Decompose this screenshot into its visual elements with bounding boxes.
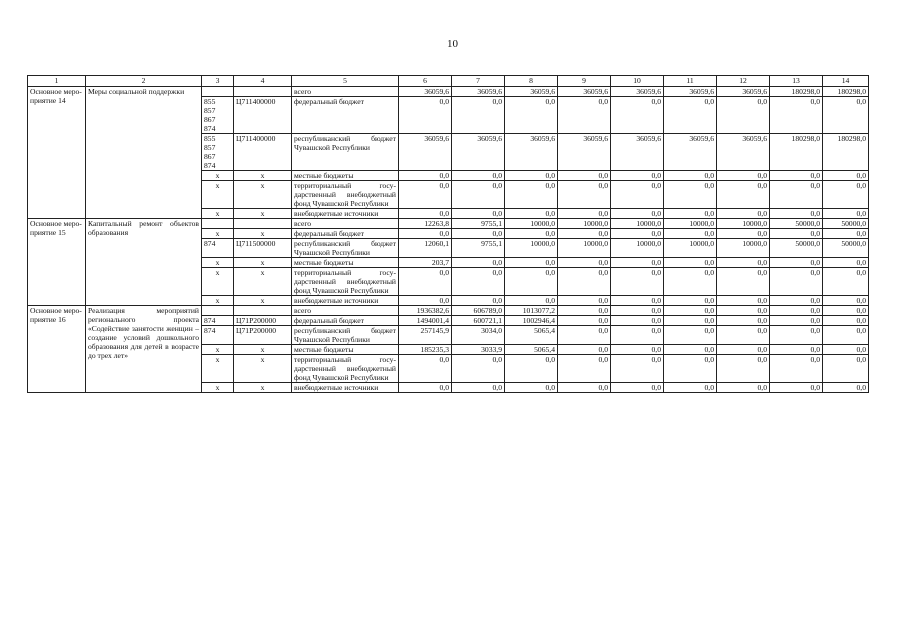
value-cell: 0,0 [664,181,717,209]
budget-code-cell: x [202,383,234,393]
value-cell: 0,0 [611,181,664,209]
budget-code-cell: x [202,258,234,268]
value-cell: 0,0 [770,97,823,134]
value-cell: 185235,3 [399,345,452,355]
value-cell: 0,0 [770,296,823,306]
value-cell: 0,0 [399,355,452,383]
value-cell: 0,0 [611,296,664,306]
value-cell: 3034,0 [452,326,505,345]
value-cell: 0,0 [770,306,823,316]
value-cell: 0,0 [611,316,664,326]
value-cell: 0,0 [558,383,611,393]
value-cell: 0,0 [611,171,664,181]
value-cell: 0,0 [717,268,770,296]
value-cell: 1013077,2 [505,306,558,316]
event-name: Основное мероприятие 16 [28,306,86,393]
value-cell: 0,0 [717,97,770,134]
value-cell: 0,0 [452,97,505,134]
value-cell: 0,0 [823,181,869,209]
value-cell: 0,0 [505,268,558,296]
value-cell: 0,0 [611,258,664,268]
value-cell: 0,0 [558,268,611,296]
value-cell: 0,0 [664,258,717,268]
value-cell: 0,0 [717,229,770,239]
value-cell: 9755,1 [452,239,505,258]
budget-code-cell: x [202,171,234,181]
funding-source-cell: всего [292,219,399,229]
value-cell: 0,0 [611,345,664,355]
budget-code-cell: 874 [202,316,234,326]
budget-code-cell: 874 [202,239,234,258]
value-cell: 0,0 [717,171,770,181]
value-cell: 0,0 [452,171,505,181]
funding-source-cell: местные бюджеты [292,171,399,181]
value-cell: 36059,6 [505,87,558,97]
value-cell: 50000,0 [770,239,823,258]
budget-code-cell: x [202,229,234,239]
value-cell: 12060,1 [399,239,452,258]
value-cell: 10000,0 [611,239,664,258]
value-cell: 10000,0 [664,239,717,258]
value-cell: 5065,4 [505,326,558,345]
budget-code-cell: x [202,209,234,219]
value-cell: 0,0 [399,383,452,393]
value-cell: 1494001,4 [399,316,452,326]
value-cell: 0,0 [611,306,664,316]
target-article-cell: x [234,258,292,268]
value-cell: 0,0 [823,229,869,239]
value-cell: 0,0 [770,326,823,345]
funding-source-cell: внебюджетные источники [292,296,399,306]
value-cell: 36059,6 [664,87,717,97]
value-cell: 0,0 [505,355,558,383]
value-cell: 0,0 [558,296,611,306]
value-cell: 0,0 [558,229,611,239]
value-cell: 0,0 [611,209,664,219]
value-cell: 0,0 [399,209,452,219]
value-cell: 0,0 [770,229,823,239]
table-row [28,306,869,316]
target-article-cell: x [234,355,292,383]
funding-source-cell: внебюджетные источники [292,209,399,219]
value-cell: 0,0 [558,355,611,383]
value-cell: 36059,6 [611,87,664,97]
funding-source-cell: территориальный государственный внебюджетный фонд Чувашской Республики [292,355,399,383]
value-cell: 0,0 [452,268,505,296]
column-number: 5 [292,76,399,87]
column-number: 3 [202,76,234,87]
value-cell: 257145,9 [399,326,452,345]
value-cell: 180298,0 [770,134,823,171]
value-cell: 0,0 [717,316,770,326]
value-cell: 36059,6 [452,134,505,171]
target-article-cell: x [234,268,292,296]
funding-source-cell: республиканский бюджет Чувашской Республики [292,134,399,171]
value-cell: 0,0 [558,258,611,268]
value-cell: 0,0 [505,209,558,219]
event-title: Капитальный ремонт объектов образования [86,219,202,306]
value-cell: 0,0 [611,268,664,296]
value-cell: 36059,6 [505,134,558,171]
table-row [28,87,869,97]
value-cell: 0,0 [717,345,770,355]
value-cell: 600721,1 [452,316,505,326]
value-cell: 0,0 [823,171,869,181]
budget-code-cell: 855 857 867 874 [202,97,234,134]
value-cell: 0,0 [770,209,823,219]
event-title: Реализация мероприятий регионального проекта «Содействие занятости женщин – создание условий дошкольного образования для детей в возрасте до трех лет» [86,306,202,393]
value-cell: 0,0 [505,258,558,268]
value-cell: 0,0 [399,181,452,209]
value-cell: 0,0 [664,268,717,296]
value-cell: 50000,0 [823,239,869,258]
value-cell: 36059,6 [664,134,717,171]
value-cell: 9755,1 [452,219,505,229]
value-cell: 10000,0 [505,219,558,229]
value-cell: 10000,0 [717,239,770,258]
column-number: 2 [86,76,202,87]
column-number: 14 [823,76,869,87]
value-cell: 0,0 [664,171,717,181]
value-cell: 50000,0 [823,219,869,229]
value-cell: 0,0 [717,383,770,393]
value-cell: 0,0 [717,258,770,268]
value-cell: 0,0 [452,229,505,239]
value-cell: 180298,0 [823,87,869,97]
value-cell: 0,0 [611,326,664,345]
value-cell: 0,0 [399,268,452,296]
budget-code-cell: 855 857 867 874 [202,134,234,171]
budget-code-cell: x [202,181,234,209]
value-cell: 0,0 [717,296,770,306]
value-cell: 0,0 [717,355,770,383]
value-cell: 606789,0 [452,306,505,316]
value-cell: 0,0 [452,181,505,209]
value-cell: 36059,6 [399,134,452,171]
value-cell: 0,0 [558,97,611,134]
event-name: Основное мероприятие 15 [28,219,86,306]
value-cell: 0,0 [823,383,869,393]
value-cell: 10000,0 [664,219,717,229]
value-cell: 1936382,6 [399,306,452,316]
funding-source-cell: федеральный бюджет [292,229,399,239]
value-cell: 0,0 [558,316,611,326]
target-article-cell: x [234,209,292,219]
value-cell: 36059,6 [611,134,664,171]
value-cell: 10000,0 [558,219,611,229]
budget-code-cell: x [202,268,234,296]
column-number: 1 [28,76,86,87]
value-cell: 0,0 [717,181,770,209]
target-article-cell: Ц711500000 [234,239,292,258]
budget-code-cell [202,87,234,97]
budget-code-cell: x [202,355,234,383]
value-cell: 0,0 [823,306,869,316]
budget-code-cell [202,219,234,229]
funding-source-cell: территориальный государственный внебюджетный фонд Чувашской Республики [292,181,399,209]
column-number: 12 [717,76,770,87]
value-cell: 180298,0 [770,87,823,97]
value-cell: 0,0 [505,229,558,239]
value-cell: 0,0 [399,171,452,181]
target-article-cell: Ц71P200000 [234,316,292,326]
value-cell: 0,0 [823,268,869,296]
funding-source-cell: всего [292,306,399,316]
value-cell: 36059,6 [399,87,452,97]
value-cell: 0,0 [664,97,717,134]
funding-source-cell: территориальный государственный внебюджетный фонд Чувашской Республики [292,268,399,296]
value-cell: 0,0 [505,97,558,134]
value-cell: 0,0 [823,345,869,355]
value-cell: 0,0 [664,209,717,219]
target-article-cell: x [234,171,292,181]
value-cell: 0,0 [558,181,611,209]
value-cell: 0,0 [823,296,869,306]
target-article-cell: x [234,296,292,306]
value-cell: 0,0 [823,316,869,326]
value-cell: 10000,0 [505,239,558,258]
budget-code-cell [202,306,234,316]
value-cell: 12263,8 [399,219,452,229]
target-article-cell: Ц71P200000 [234,326,292,345]
value-cell: 0,0 [664,229,717,239]
value-cell: 50000,0 [770,219,823,229]
value-cell: 0,0 [611,355,664,383]
target-article-cell [234,87,292,97]
value-cell: 0,0 [399,97,452,134]
value-cell: 3033,9 [452,345,505,355]
budget-code-cell: x [202,345,234,355]
target-article-cell [234,219,292,229]
value-cell: 0,0 [558,326,611,345]
target-article-cell: x [234,229,292,239]
column-number: 7 [452,76,505,87]
value-cell: 0,0 [399,229,452,239]
event-name: Основное мероприятие 14 [28,87,86,219]
value-cell: 0,0 [717,209,770,219]
value-cell: 0,0 [611,229,664,239]
budget-code-cell: x [202,296,234,306]
value-cell: 0,0 [823,258,869,268]
table-body [28,76,869,393]
funding-source-cell: республиканский бюджет Чувашской Республики [292,326,399,345]
funding-source-cell: федеральный бюджет [292,316,399,326]
value-cell: 10000,0 [558,239,611,258]
funding-source-cell: всего [292,87,399,97]
value-cell: 0,0 [823,209,869,219]
target-article-cell: x [234,345,292,355]
column-number: 13 [770,76,823,87]
column-number: 6 [399,76,452,87]
target-article-cell: x [234,181,292,209]
event-title: Меры социальной поддержки [86,87,202,219]
value-cell: 0,0 [558,306,611,316]
value-cell: 36059,6 [558,134,611,171]
value-cell: 0,0 [770,171,823,181]
value-cell: 0,0 [717,326,770,345]
value-cell: 0,0 [505,296,558,306]
value-cell: 0,0 [770,181,823,209]
value-cell: 0,0 [770,268,823,296]
target-article-cell: Ц711400000 [234,97,292,134]
budget-table [27,75,869,393]
value-cell: 5065,4 [505,345,558,355]
value-cell: 0,0 [452,355,505,383]
value-cell: 0,0 [823,326,869,345]
value-cell: 0,0 [558,345,611,355]
value-cell: 0,0 [823,355,869,383]
column-number: 10 [611,76,664,87]
value-cell: 0,0 [558,209,611,219]
value-cell: 0,0 [770,316,823,326]
value-cell: 36059,6 [717,87,770,97]
value-cell: 0,0 [664,355,717,383]
target-article-cell: x [234,383,292,393]
column-number: 4 [234,76,292,87]
value-cell: 0,0 [823,97,869,134]
value-cell: 0,0 [770,258,823,268]
value-cell: 36059,6 [558,87,611,97]
value-cell: 0,0 [664,316,717,326]
value-cell: 36059,6 [717,134,770,171]
table-row [28,219,869,229]
value-cell: 0,0 [770,355,823,383]
funding-source-cell: внебюджетные источники [292,383,399,393]
value-cell: 0,0 [611,97,664,134]
value-cell: 0,0 [770,345,823,355]
value-cell: 0,0 [664,296,717,306]
value-cell: 0,0 [664,326,717,345]
column-number: 9 [558,76,611,87]
funding-source-cell: федеральный бюджет [292,97,399,134]
column-number: 11 [664,76,717,87]
funding-source-cell: местные бюджеты [292,345,399,355]
value-cell: 0,0 [399,296,452,306]
target-article-cell [234,306,292,316]
value-cell: 36059,6 [452,87,505,97]
value-cell: 1002946,4 [505,316,558,326]
page-number: 10 [447,38,458,50]
column-number: 8 [505,76,558,87]
value-cell: 0,0 [611,383,664,393]
value-cell: 180298,0 [823,134,869,171]
value-cell: 0,0 [558,171,611,181]
value-cell: 0,0 [452,209,505,219]
value-cell: 203,7 [399,258,452,268]
value-cell: 0,0 [452,383,505,393]
value-cell: 0,0 [664,345,717,355]
budget-code-cell: 874 [202,326,234,345]
value-cell: 0,0 [664,306,717,316]
value-cell: 0,0 [505,171,558,181]
value-cell: 0,0 [770,383,823,393]
value-cell: 0,0 [505,383,558,393]
target-article-cell: Ц711400000 [234,134,292,171]
value-cell: 10000,0 [611,219,664,229]
value-cell: 0,0 [664,383,717,393]
value-cell: 0,0 [452,296,505,306]
value-cell: 0,0 [717,306,770,316]
value-cell: 10000,0 [717,219,770,229]
value-cell: 0,0 [452,258,505,268]
funding-source-cell: республиканский бюджет Чувашской Республики [292,239,399,258]
funding-source-cell: местные бюджеты [292,258,399,268]
value-cell: 0,0 [505,181,558,209]
column-number-row [28,76,869,87]
